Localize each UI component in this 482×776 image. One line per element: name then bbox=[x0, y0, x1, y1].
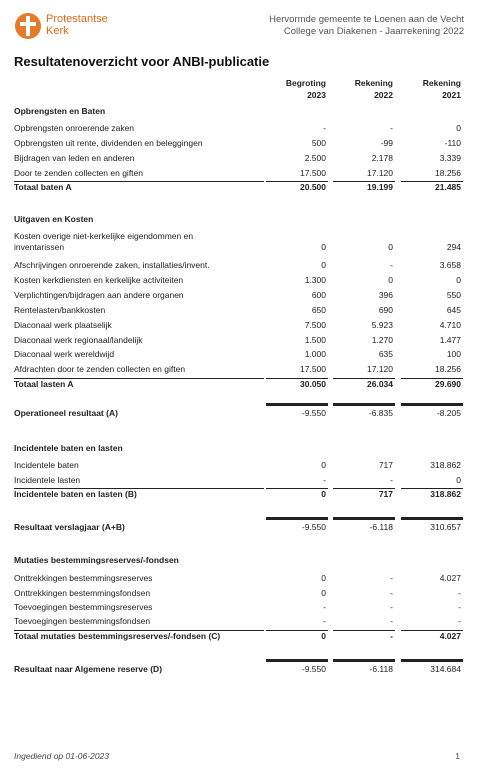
cell-value: - bbox=[390, 573, 393, 583]
row-label: Opbrengsten onroerende zaken bbox=[14, 123, 135, 133]
row-label: Resultaat verslagjaar (A+B) bbox=[14, 522, 125, 532]
cell-value: - bbox=[390, 260, 393, 270]
table-row bbox=[14, 347, 464, 361]
row-label: Totaal lasten A bbox=[14, 379, 74, 389]
document-header bbox=[269, 14, 464, 38]
cell-value: 600 bbox=[311, 290, 326, 300]
cell-value: -6.835 bbox=[368, 408, 393, 418]
cell-value: - bbox=[323, 616, 326, 626]
cell-value: 396 bbox=[378, 290, 393, 300]
total-separator bbox=[14, 630, 264, 631]
row-label: Afdrachten door te zenden collecten en giften bbox=[14, 364, 186, 374]
result-double-line bbox=[333, 403, 395, 406]
total-underline bbox=[266, 488, 328, 489]
total-separator bbox=[14, 181, 264, 182]
row-label: Diaconaal werk plaatselijk bbox=[14, 320, 112, 330]
header-line2: College van Diakenen - Jaarrekening 2022 bbox=[283, 26, 464, 37]
cell-value: 1.270 bbox=[371, 335, 393, 345]
table-row bbox=[14, 473, 464, 487]
cell-value: 19.199 bbox=[367, 182, 393, 192]
cell-value: - bbox=[390, 475, 393, 485]
table-row bbox=[14, 288, 464, 302]
result-double-line bbox=[333, 517, 395, 520]
total-row bbox=[14, 487, 464, 501]
table-row bbox=[14, 318, 464, 332]
logo-line1: Protestantse bbox=[46, 13, 108, 25]
row-label: Opbrengsten en Baten bbox=[14, 106, 106, 116]
cell-value: - bbox=[323, 123, 326, 133]
cell-value: 100 bbox=[446, 349, 461, 359]
cell-value: - bbox=[390, 123, 393, 133]
row-label: Bijdragen van leden en anderen bbox=[14, 153, 135, 163]
result-row bbox=[14, 662, 464, 676]
cell-value: 4.027 bbox=[439, 631, 461, 641]
row-label: Resultaat naar Algemene reserve (D) bbox=[14, 664, 163, 674]
total-underline bbox=[333, 488, 395, 489]
row-label: Rentelasten/bankkosten bbox=[14, 305, 106, 315]
table-row bbox=[14, 600, 464, 614]
cell-value: -6.118 bbox=[369, 522, 393, 532]
result-double-line bbox=[401, 659, 463, 662]
column-header-year: 2022 bbox=[374, 90, 393, 100]
page-number: 1 bbox=[455, 751, 460, 761]
total-underline bbox=[401, 488, 463, 489]
total-underline bbox=[401, 378, 463, 379]
cell-value: 0 bbox=[321, 460, 326, 470]
cell-value: 2.178 bbox=[371, 153, 393, 163]
cell-value: 17.120 bbox=[367, 364, 393, 374]
section-heading bbox=[14, 212, 464, 226]
cell-value: 29.690 bbox=[435, 379, 461, 389]
cell-value: 645 bbox=[446, 305, 461, 315]
cell-value: 3.658 bbox=[439, 260, 461, 270]
submission-date: Ingediend op 01-06-2023 bbox=[14, 751, 109, 761]
column-header-label: Rekening bbox=[422, 78, 461, 88]
section-heading bbox=[14, 553, 464, 567]
column-header-2 bbox=[401, 77, 461, 101]
cell-value: 4.710 bbox=[439, 320, 461, 330]
result-double-line bbox=[333, 659, 395, 662]
total-underline bbox=[266, 181, 328, 182]
table-row bbox=[14, 273, 464, 287]
table-row bbox=[14, 166, 464, 180]
total-underline bbox=[401, 630, 463, 631]
cell-value: 650 bbox=[311, 305, 326, 315]
total-row bbox=[14, 377, 464, 391]
cell-value: 717 bbox=[378, 489, 393, 499]
row-label: Afschrijvingen onroerende zaken, installaties/invent. bbox=[14, 260, 210, 270]
cell-value: -9.550 bbox=[301, 408, 326, 418]
cell-value: - bbox=[458, 588, 461, 598]
table-row bbox=[14, 586, 464, 600]
cell-value: 17.120 bbox=[367, 168, 393, 178]
row-label: Incidentele baten bbox=[14, 460, 79, 470]
result-double-line bbox=[266, 659, 328, 662]
cell-value: -9.550 bbox=[301, 522, 326, 532]
logo-line2: Kerk bbox=[46, 25, 69, 37]
cell-value: - bbox=[390, 616, 393, 626]
cell-value: -9.550 bbox=[301, 664, 326, 674]
section-heading bbox=[14, 104, 464, 118]
row-label: Mutaties bestemmingsreserves/-fondsen bbox=[14, 555, 179, 565]
cell-value: 3.339 bbox=[439, 153, 461, 163]
section-heading bbox=[14, 441, 464, 455]
row-label: Uitgaven en Kosten bbox=[14, 214, 94, 224]
table-row bbox=[14, 258, 464, 272]
result-double-line bbox=[266, 517, 328, 520]
cell-value: 18.256 bbox=[435, 364, 461, 374]
row-label: Toevoegingen bestemmingsfondsen bbox=[14, 616, 151, 626]
cell-value: 1.500 bbox=[304, 335, 326, 345]
total-underline bbox=[266, 630, 328, 631]
cell-value: 500 bbox=[311, 138, 326, 148]
cell-value: 17.500 bbox=[300, 364, 326, 374]
total-underline bbox=[333, 630, 395, 631]
table-row bbox=[14, 362, 464, 376]
cell-value: 1.000 bbox=[304, 349, 326, 359]
result-double-line bbox=[401, 517, 463, 520]
cell-value: 5.923 bbox=[371, 320, 393, 330]
cell-value: -99 bbox=[380, 138, 393, 148]
cell-value: 2.500 bbox=[304, 153, 326, 163]
result-double-line bbox=[401, 403, 463, 406]
column-header-0 bbox=[266, 77, 326, 101]
cell-value: 314.684 bbox=[430, 664, 461, 674]
cell-value: 7.500 bbox=[304, 320, 326, 330]
table-row bbox=[14, 136, 464, 150]
table-row bbox=[14, 151, 464, 165]
header-line1: Hervormde gemeente te Loenen aan de Vecht bbox=[269, 14, 464, 25]
cell-value: - bbox=[458, 602, 461, 612]
row-label: Onttrekkingen bestemmingsreserves bbox=[14, 573, 153, 583]
cell-value: - bbox=[390, 588, 393, 598]
row-label: Totaal mutaties bestemmingsreserves/-fondsen (C) bbox=[14, 631, 221, 641]
cell-value: 0 bbox=[321, 573, 326, 583]
column-header-label: Rekening bbox=[354, 78, 393, 88]
logo-text bbox=[46, 13, 108, 37]
column-header-year: 2023 bbox=[307, 90, 326, 100]
cell-value: 550 bbox=[446, 290, 461, 300]
cell-value: 318.862 bbox=[430, 489, 461, 499]
cell-value: 4.027 bbox=[439, 573, 461, 583]
church-logo-icon bbox=[14, 11, 46, 43]
total-separator bbox=[14, 378, 264, 379]
cell-value: 30.050 bbox=[300, 379, 326, 389]
row-label: Opbrengsten uit rente, dividenden en beleggingen bbox=[14, 138, 203, 148]
table-row bbox=[14, 458, 464, 472]
page-title: Resultatenoverzicht voor ANBI-publicatie bbox=[14, 54, 270, 69]
row-label: Diaconaal werk regionaal/landelijk bbox=[14, 335, 143, 345]
table-row bbox=[14, 121, 464, 135]
cell-value: 18.256 bbox=[435, 168, 461, 178]
cell-value: 0 bbox=[388, 242, 393, 252]
cell-value: 0 bbox=[321, 489, 326, 499]
cell-value: - bbox=[390, 631, 393, 641]
cell-value: 717 bbox=[378, 460, 393, 470]
total-row bbox=[14, 629, 464, 643]
cell-value: -8.205 bbox=[436, 408, 461, 418]
cell-value: - bbox=[390, 602, 393, 612]
result-row bbox=[14, 520, 464, 534]
total-underline bbox=[266, 378, 328, 379]
total-underline bbox=[401, 181, 463, 182]
table-row bbox=[14, 303, 464, 317]
row-label: Totaal baten A bbox=[14, 182, 72, 192]
cell-value: - bbox=[323, 602, 326, 612]
cell-value: 318.862 bbox=[430, 460, 461, 470]
result-row bbox=[14, 406, 464, 420]
row-label: Kosten kerkdiensten en kerkelijke activiteiten bbox=[14, 275, 184, 285]
column-header-year: 2021 bbox=[442, 90, 461, 100]
cell-value: 1.477 bbox=[439, 335, 461, 345]
cell-value: 0 bbox=[321, 242, 326, 252]
row-label: Kosten overige niet-kerkelijke eigendommen en inventarissen bbox=[14, 231, 194, 252]
cell-value: 310.657 bbox=[430, 522, 461, 532]
cell-value: - bbox=[323, 475, 326, 485]
row-label: Operationeel resultaat (A) bbox=[14, 408, 118, 418]
cell-value: -110 bbox=[444, 138, 461, 148]
total-underline bbox=[333, 378, 395, 379]
result-double-line bbox=[266, 403, 328, 406]
table-row bbox=[14, 231, 464, 255]
row-label: Incidentele baten en lasten bbox=[14, 443, 123, 453]
cell-value: 17.500 bbox=[300, 168, 326, 178]
cell-value: 0 bbox=[321, 260, 326, 270]
cell-value: 0 bbox=[321, 631, 326, 641]
cell-value: 690 bbox=[378, 305, 393, 315]
total-underline bbox=[333, 181, 395, 182]
table-row bbox=[14, 571, 464, 585]
row-label: Onttrekkingen bestemmingsfondsen bbox=[14, 588, 151, 598]
row-label: Incidentele baten en lasten (B) bbox=[14, 489, 137, 499]
cell-value: - bbox=[458, 616, 461, 626]
cell-value: 26.034 bbox=[367, 379, 393, 389]
row-label: Diaconaal werk wereldwijd bbox=[14, 349, 115, 359]
row-label: Toevoegingen bestemmingsreserves bbox=[14, 602, 153, 612]
row-label: Incidentele lasten bbox=[14, 475, 81, 485]
cell-value: -6.118 bbox=[369, 664, 393, 674]
cell-value: 0 bbox=[456, 275, 461, 285]
cell-value: 294 bbox=[446, 242, 461, 252]
cell-value: 0 bbox=[456, 123, 461, 133]
row-label: Door te zenden collecten en giften bbox=[14, 168, 144, 178]
cell-value: 635 bbox=[378, 349, 393, 359]
cell-value: 20.500 bbox=[300, 182, 326, 192]
cell-value: 0 bbox=[456, 475, 461, 485]
cell-value: 0 bbox=[388, 275, 393, 285]
row-label: Verplichtingen/bijdragen aan andere organen bbox=[14, 290, 184, 300]
cell-value: 1.300 bbox=[304, 275, 326, 285]
cell-value: 21.485 bbox=[435, 182, 461, 192]
cell-value: 0 bbox=[321, 588, 326, 598]
total-separator bbox=[14, 488, 264, 489]
column-header-label: Begroting bbox=[285, 78, 326, 88]
table-row bbox=[14, 614, 464, 628]
column-header-1 bbox=[333, 77, 393, 101]
table-row bbox=[14, 333, 464, 347]
total-row bbox=[14, 180, 464, 194]
